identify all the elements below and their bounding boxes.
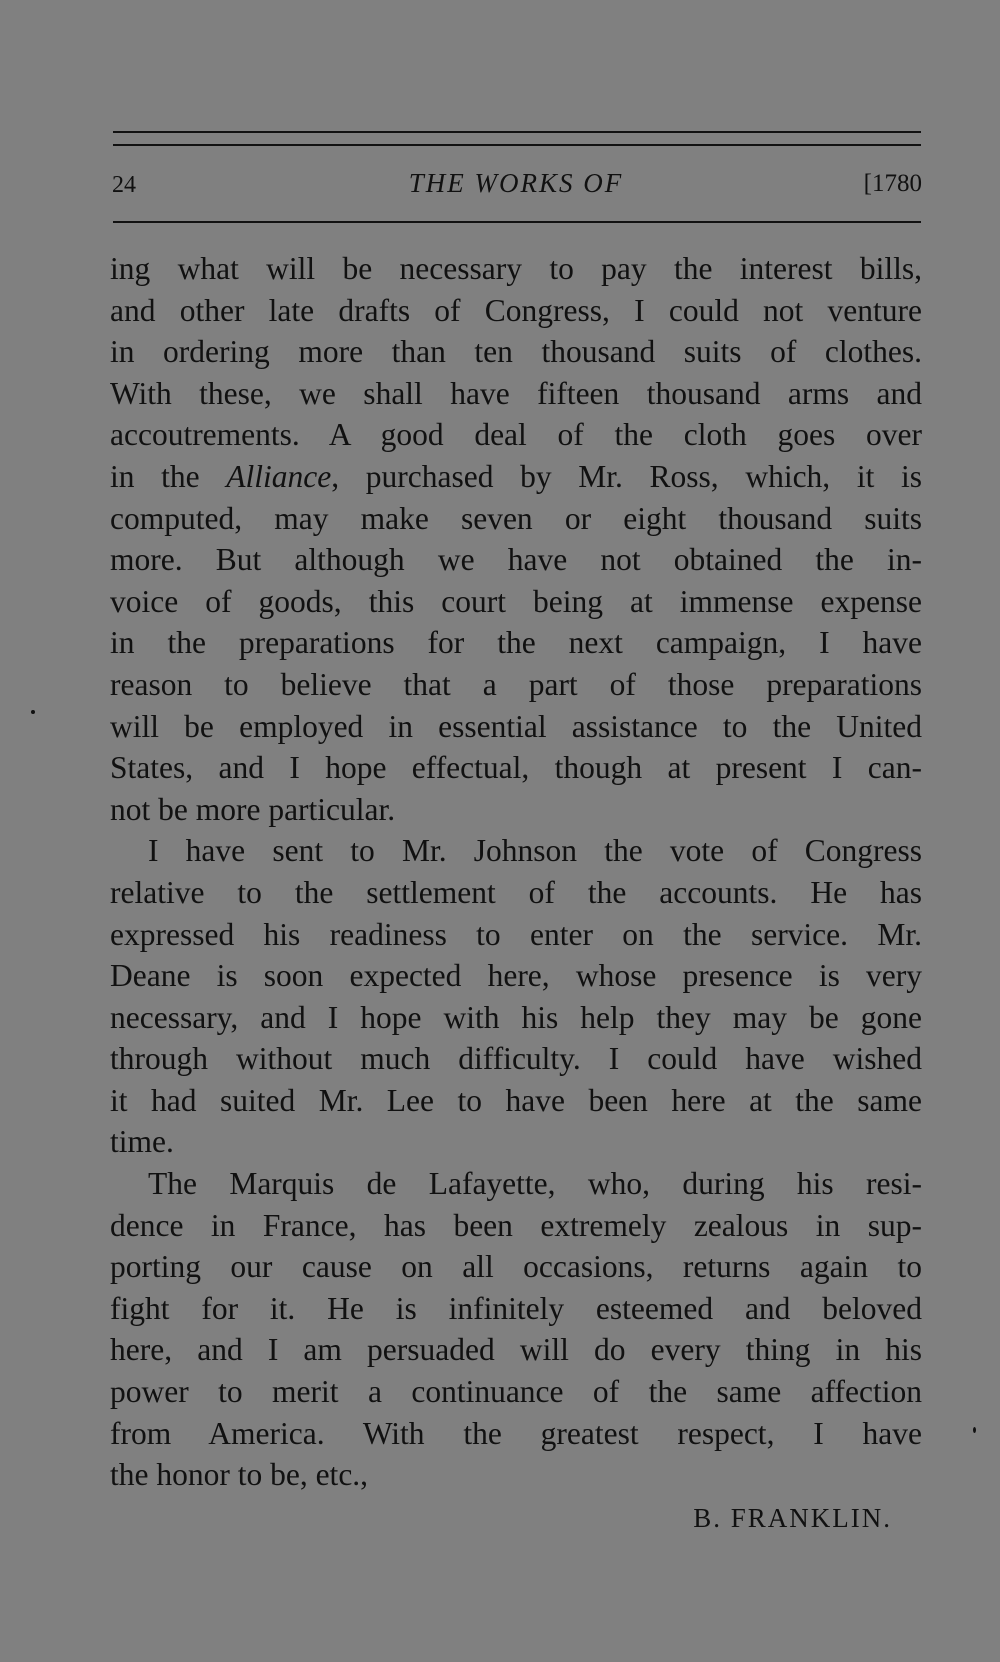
- text-line: Deane is soon expected here, whose presence is very: [110, 958, 922, 994]
- text-line: porting our cause on all occasions, returns again to: [110, 1249, 922, 1285]
- text-line: more. But although we have not obtained the in-: [110, 542, 922, 578]
- text-fragment: in the: [110, 458, 227, 494]
- text-line: here, and I am persuaded will do every thing in his: [110, 1332, 922, 1368]
- text-fragment: , purchased by Mr. Ross, which, it is: [331, 458, 922, 494]
- page-number: 24: [112, 172, 136, 198]
- text-line: computed, may make seven or eight thousand suits: [110, 500, 922, 536]
- text-line: relative to the settlement of the accounts. He has: [110, 874, 922, 910]
- text-line: through without much difficulty. I could have wished: [110, 1041, 922, 1077]
- text-line: accoutrements. A good deal of the cloth goes over: [110, 417, 922, 453]
- text-line: and other late drafts of Congress, I could not venture: [110, 292, 922, 328]
- text-line: I have sent to Mr. Johnson the vote of Congress: [148, 833, 922, 869]
- top-rule-double: [113, 144, 921, 146]
- text-line: voice of goods, this court being at immense expense: [110, 583, 922, 619]
- book-page: [110, 0, 920, 1662]
- text-line: necessary, and I hope with his help they may be gone: [110, 999, 922, 1035]
- ship-name: Alliance: [226, 458, 332, 494]
- text-line: power to merit a continuance of the same affection: [110, 1374, 922, 1410]
- text-line: in ordering more than ten thousand suits of clothes.: [110, 334, 922, 370]
- text-line: States, and I hope effectual, though at present I can-: [110, 750, 922, 786]
- text-line: not be more particular.: [110, 791, 396, 827]
- text-line: from America. With the greatest respect, I have: [110, 1415, 922, 1451]
- text-line: ing what will be necessary to pay the interest bills,: [110, 251, 922, 286]
- text-line: in the preparations for the next campaign, I have: [110, 625, 922, 661]
- text-line: time.: [110, 1124, 174, 1160]
- text-line: fight for it. He is infinitely esteemed and beloved: [110, 1290, 922, 1326]
- text-line: it had suited Mr. Lee to have been here at the same: [110, 1082, 922, 1118]
- text-line: With these, we shall have fifteen thousand arms and: [110, 375, 922, 411]
- running-head-title: THE WORKS OF: [408, 168, 624, 198]
- text-line: [110, 456, 922, 498]
- top-rule: [113, 131, 921, 133]
- text-line: dence in France, has been extremely zealous in sup-: [110, 1207, 922, 1243]
- text-line: expressed his readiness to enter on the service. Mr.: [110, 916, 922, 952]
- header-rule: [113, 221, 921, 223]
- text-line: reason to believe that a part of those preparations: [110, 666, 922, 702]
- text-line: will be employed in essential assistance to the United: [110, 708, 922, 744]
- signature: B. FRANKLIN.: [693, 1503, 892, 1533]
- letter-body: [110, 248, 922, 1496]
- running-head: [110, 168, 922, 208]
- running-head-year: [1780: [863, 170, 922, 197]
- ink-speck: [31, 710, 35, 714]
- text-line: The Marquis de Lafayette, who, during his resi-: [148, 1166, 922, 1202]
- ink-speck: [973, 1427, 976, 1433]
- text-line: the honor to be, etc.,: [110, 1457, 369, 1493]
